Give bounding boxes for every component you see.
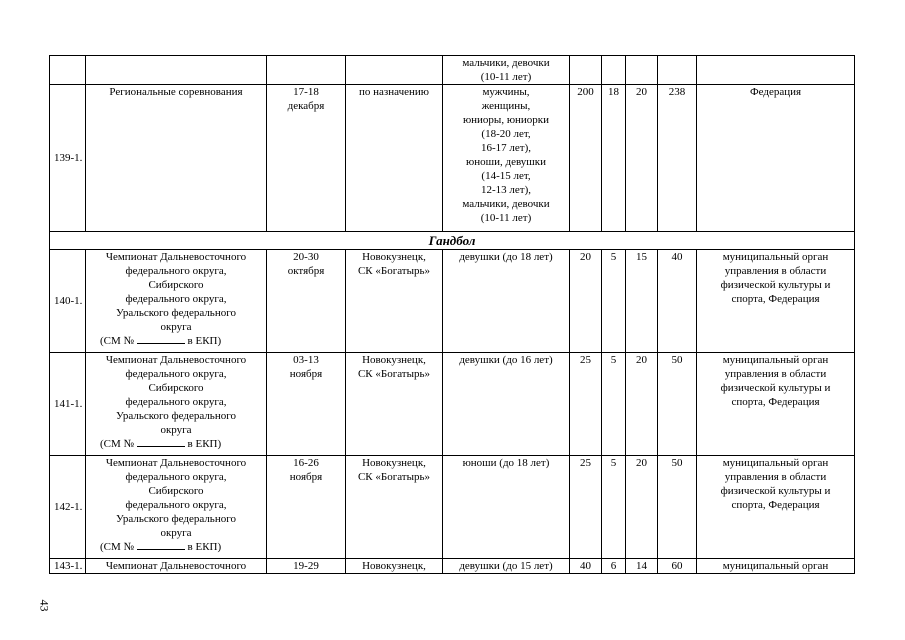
event-name-line: федерального округа, <box>125 471 227 483</box>
event-dates <box>267 85 346 232</box>
ekp-prefix: (СМ № <box>100 335 135 347</box>
ekp-blank <box>137 540 185 550</box>
dates-line: 03-13 <box>293 354 319 366</box>
event-name-line: федерального округа, <box>125 265 227 277</box>
dates-line: 17-18 <box>293 86 319 98</box>
participants-line: юноши, девушки <box>466 156 546 168</box>
row-number: 141-1. <box>50 353 86 456</box>
event-name-line: федерального округа, <box>125 293 227 305</box>
count-3: 20 <box>626 456 658 559</box>
organizer-line: управления в области <box>724 265 827 277</box>
count-2: 5 <box>602 353 626 456</box>
event-name-line: Чемпионат Дальневосточного <box>105 457 247 469</box>
participants-line: мальчики, девочки <box>462 57 550 69</box>
event-name-line: Сибирского <box>148 485 204 497</box>
dates-line: 19-29 <box>293 560 319 572</box>
organizer-line: спорта, Федерация <box>731 293 820 305</box>
event-name <box>86 56 267 85</box>
event-dates <box>267 250 346 353</box>
ekp-suffix: в ЕКП) <box>187 541 222 553</box>
count-1: 25 <box>570 456 602 559</box>
organizer <box>697 250 855 353</box>
event-name-line: Сибирского <box>148 279 204 291</box>
organizer <box>697 85 855 232</box>
event-name-line: округа <box>160 527 192 539</box>
organizer <box>697 559 855 574</box>
table-row <box>50 353 855 456</box>
place-line: Новокузнецк, <box>362 560 426 572</box>
event-name-line: федерального округа, <box>125 368 227 380</box>
participants-line: девушки (до 18 лет) <box>459 251 553 263</box>
ekp-blank <box>137 334 185 344</box>
organizer-line: физической культуры и <box>720 485 831 497</box>
ekp-blank <box>137 437 185 447</box>
participants-line: (18-20 лет, <box>481 128 531 140</box>
count-total <box>658 56 697 85</box>
organizer-line: спорта, Федерация <box>731 396 820 408</box>
count-3: 14 <box>626 559 658 574</box>
event-dates <box>267 559 346 574</box>
count-1: 20 <box>570 250 602 353</box>
place-line: СК «Богатырь» <box>357 471 431 483</box>
count-1: 40 <box>570 559 602 574</box>
count-total: 40 <box>658 250 697 353</box>
event-dates <box>267 456 346 559</box>
participants <box>443 559 570 574</box>
table-row <box>50 559 855 574</box>
dates-line: декабря <box>287 100 325 112</box>
ekp-suffix: в ЕКП) <box>187 438 222 450</box>
organizer <box>697 456 855 559</box>
event-place <box>346 56 443 85</box>
row-number: 140-1. <box>50 250 86 353</box>
count-3 <box>626 56 658 85</box>
event-name-line: Чемпионат Дальневосточного <box>105 354 247 366</box>
event-name-line: Чемпионат Дальневосточного <box>105 251 247 263</box>
count-total: 238 <box>658 85 697 232</box>
count-1 <box>570 56 602 85</box>
event-place <box>346 250 443 353</box>
ekp-prefix: (СМ № <box>100 541 135 553</box>
organizer-line: спорта, Федерация <box>731 499 820 511</box>
count-total: 50 <box>658 456 697 559</box>
participants-line: 16-17 лет), <box>480 142 531 154</box>
section-header-row <box>50 232 855 250</box>
event-dates <box>267 353 346 456</box>
section-title: Гандбол <box>50 232 855 250</box>
ekp-reference <box>88 334 264 348</box>
count-3: 20 <box>626 353 658 456</box>
row-number: 142-1. <box>50 456 86 559</box>
count-total: 60 <box>658 559 697 574</box>
table-row <box>50 250 855 353</box>
count-total: 50 <box>658 353 697 456</box>
event-place <box>346 353 443 456</box>
event-place <box>346 85 443 232</box>
event-dates <box>267 56 346 85</box>
place-line: СК «Богатырь» <box>357 368 431 380</box>
event-name <box>86 559 267 574</box>
event-name-line: округа <box>160 424 192 436</box>
event-place <box>346 559 443 574</box>
participants-line: женщины, <box>481 100 531 112</box>
row-number <box>50 56 86 85</box>
event-name-line: Уральского федерального <box>116 513 236 525</box>
participants-line: мальчики, девочки <box>462 198 550 210</box>
event-name-line: Уральского федерального <box>116 410 236 422</box>
count-2: 18 <box>602 85 626 232</box>
event-name-line: Уральского федерального <box>116 307 236 319</box>
organizer-line: управления в области <box>724 471 827 483</box>
dates-line: 16-26 <box>293 457 319 469</box>
participants <box>443 56 570 85</box>
page-number: 43 <box>37 599 52 612</box>
event-name-line: Региональные соревнования <box>109 86 243 98</box>
event-name-line: федерального округа, <box>125 396 227 408</box>
event-name-line: Чемпионат Дальневосточного <box>105 560 247 572</box>
event-name <box>86 353 267 456</box>
ekp-prefix: (СМ № <box>100 438 135 450</box>
participants-line: девушки (до 16 лет) <box>459 354 553 366</box>
organizer-line: физической культуры и <box>720 382 831 394</box>
events-table <box>49 55 855 574</box>
participants-line: (14-15 лет, <box>481 170 531 182</box>
place-line: Новокузнецк, <box>362 251 426 263</box>
event-place <box>346 456 443 559</box>
ekp-reference <box>88 437 264 451</box>
organizer-line: Федерация <box>749 86 802 98</box>
dates-line: 20-30 <box>293 251 319 263</box>
participants-line: юниоры, юниорки <box>462 114 550 126</box>
organizer-line: физической культуры и <box>720 279 831 291</box>
count-1: 25 <box>570 353 602 456</box>
table-row <box>50 56 855 85</box>
event-name <box>86 250 267 353</box>
dates-line: ноября <box>289 368 323 380</box>
participants <box>443 85 570 232</box>
count-2: 6 <box>602 559 626 574</box>
event-name <box>86 456 267 559</box>
participants-line: (10-11 лет) <box>480 212 532 224</box>
place-line: по назначению <box>359 86 429 98</box>
organizer-line: управления в области <box>724 368 827 380</box>
organizer-line: муниципальный орган <box>722 354 829 366</box>
table-row <box>50 85 855 232</box>
place-line: СК «Богатырь» <box>357 265 431 277</box>
participants-line: (10-11 лет) <box>480 71 532 83</box>
dates-line: ноября <box>289 471 323 483</box>
count-2: 5 <box>602 456 626 559</box>
row-number: 143-1. <box>50 559 86 574</box>
event-name-line: округа <box>160 321 192 333</box>
organizer <box>697 353 855 456</box>
participants-line: 12-13 лет), <box>480 184 531 196</box>
participants <box>443 353 570 456</box>
participants <box>443 250 570 353</box>
row-number: 139-1. <box>50 85 86 232</box>
ekp-suffix: в ЕКП) <box>187 335 222 347</box>
place-line: Новокузнецк, <box>362 457 426 469</box>
event-name-line: федерального округа, <box>125 499 227 511</box>
count-1: 200 <box>570 85 602 232</box>
count-3: 20 <box>626 85 658 232</box>
participants-line: мужчины, <box>482 86 530 98</box>
ekp-reference <box>88 540 264 554</box>
count-3: 15 <box>626 250 658 353</box>
participants-line: юноши (до 18 лет) <box>462 457 550 469</box>
organizer-line: муниципальный орган <box>722 457 829 469</box>
place-line: Новокузнецк, <box>362 354 426 366</box>
participants-line: девушки (до 15 лет) <box>459 560 553 572</box>
table-row <box>50 456 855 559</box>
count-2: 5 <box>602 250 626 353</box>
organizer <box>697 56 855 85</box>
event-name <box>86 85 267 232</box>
count-2 <box>602 56 626 85</box>
participants <box>443 456 570 559</box>
dates-line: октября <box>287 265 325 277</box>
organizer-line: муниципальный орган <box>722 251 829 263</box>
event-name-line: Сибирского <box>148 382 204 394</box>
organizer-line: муниципальный орган <box>722 560 829 572</box>
